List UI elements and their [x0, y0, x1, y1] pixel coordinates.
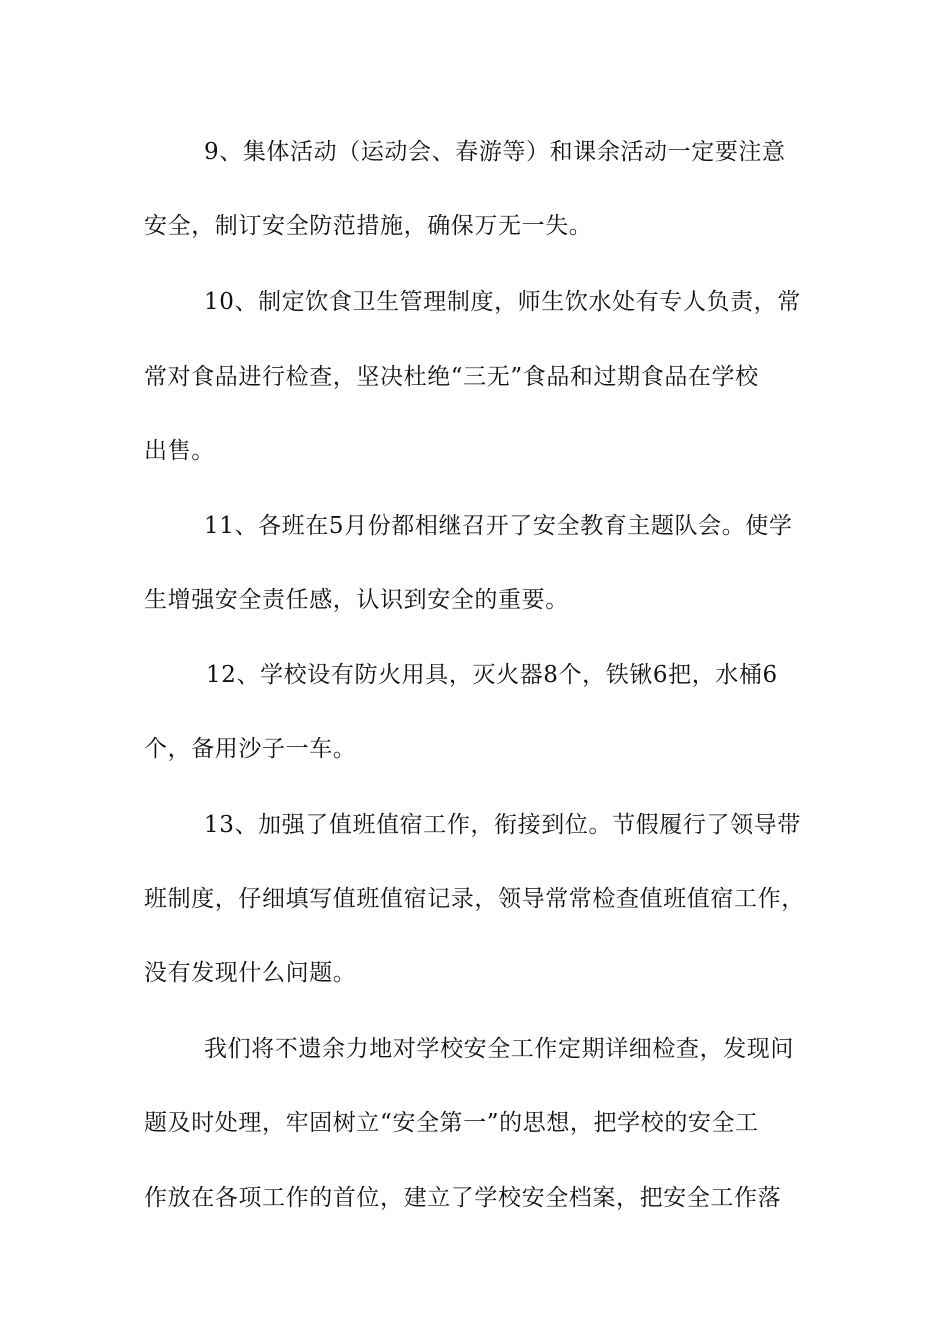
paragraph-6-line-1: 我们将不遗余力地对学校安全工作定期详细检查，发现问 — [204, 1036, 794, 1062]
paragraph-3-line-2: 生增强安全责任感，认识到安全的重要。 — [144, 587, 569, 613]
paragraph-3-line-1: 11、各班在5月份都相继召开了安全教育主题队会。使学 — [204, 513, 793, 539]
paragraph-6-line-3: 作放在各项工作的首位，建立了学校安全档案，把安全工作落 — [144, 1185, 782, 1211]
paragraph-6-line-2: 题及时处理，牢固树立“安全第一”的思想，把学校的安全工 — [144, 1110, 759, 1136]
paragraph-1-line-2: 安全，制订安全防范措施，确保万无一失。 — [144, 213, 593, 239]
paragraph-2-line-3: 出售。 — [144, 438, 215, 464]
paragraph-4-line-2: 个，备用沙子一车。 — [144, 736, 357, 762]
paragraph-5-line-2: 班制度，仔细填写值班值宿记录，领导常常检查值班值宿工作， — [144, 886, 805, 912]
paragraph-5-line-3: 没有发现什么问题。 — [144, 960, 357, 986]
paragraph-1-line-1: 9、集体活动（运动会、春游等）和课余活动一定要注意 — [204, 139, 786, 165]
paragraph-2-line-2: 常对食品进行检查，坚决杜绝“三无”食品和过期食品在学校 — [144, 364, 759, 390]
paragraph-4-line-1: 12、学校设有防火用具，灭火器8个，铁锹6把，水桶6 — [206, 662, 778, 688]
paragraph-5-line-1: 13、加强了值班值宿工作，衔接到位。节假履行了领导带 — [204, 812, 801, 838]
paragraph-2-line-1: 10、制定饮食卫生管理制度，师生饮水处有专人负责，常 — [204, 289, 801, 315]
